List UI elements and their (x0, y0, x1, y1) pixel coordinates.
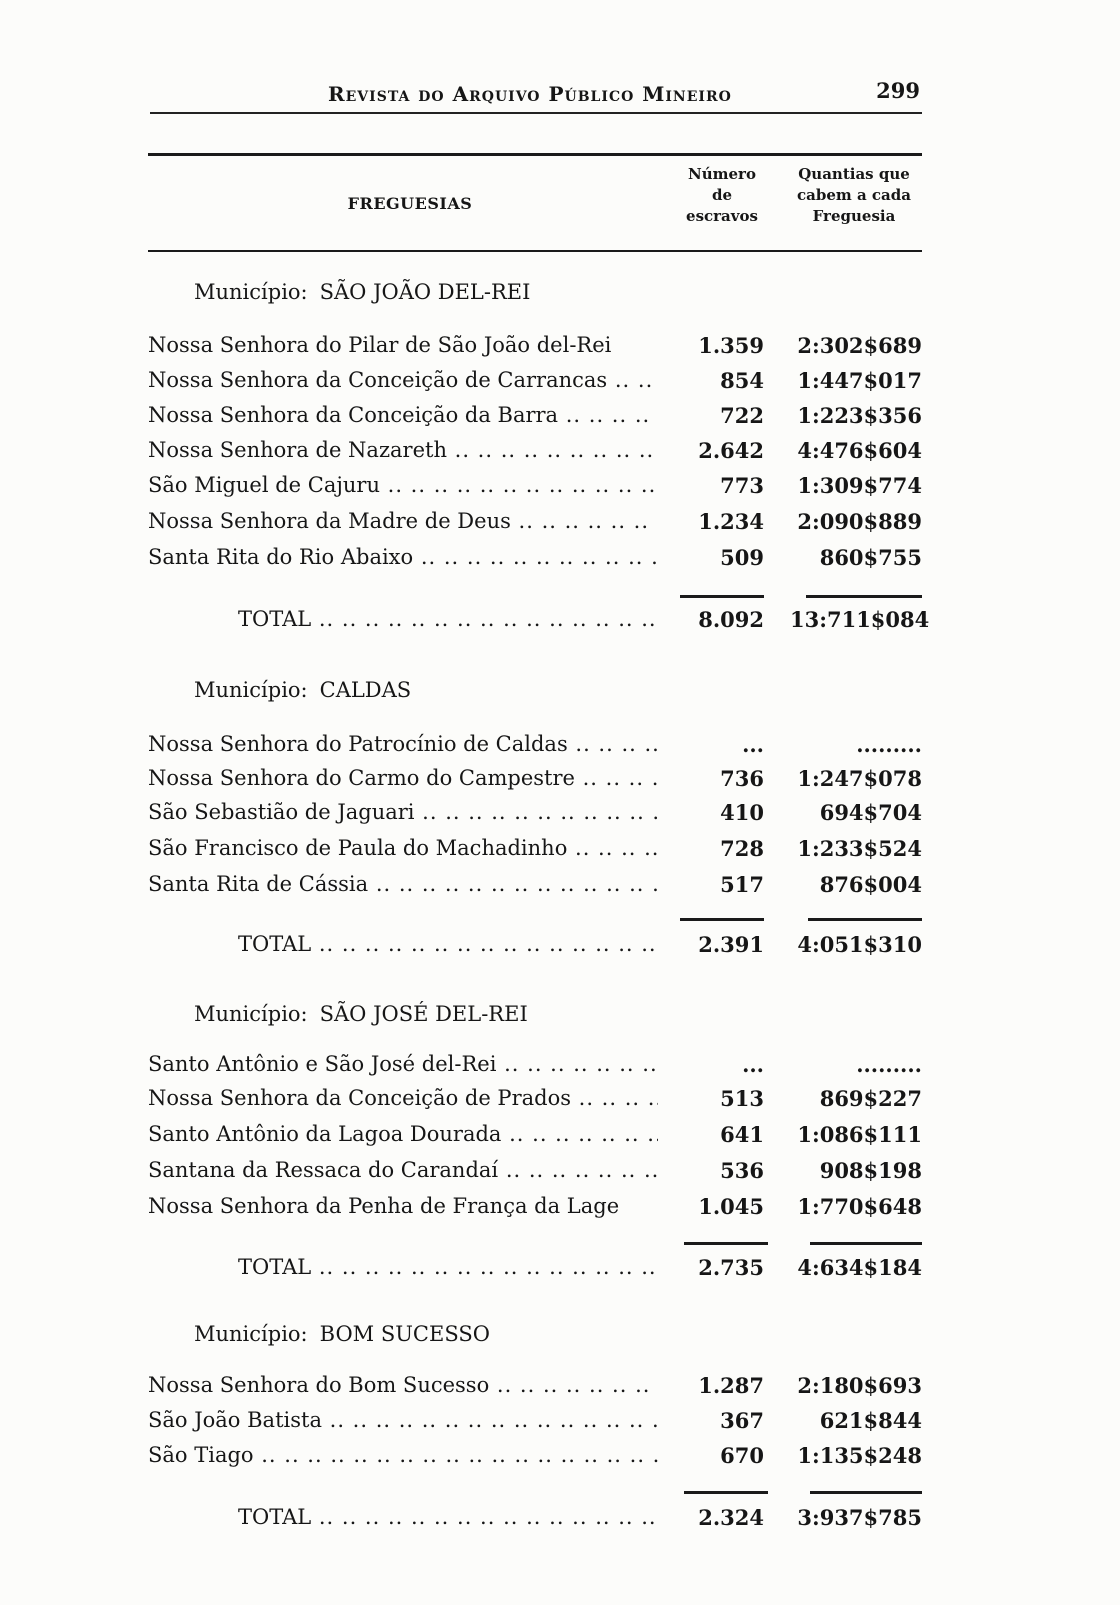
table-row (148, 1443, 922, 1477)
municipality-heading (194, 1322, 490, 1346)
total-slaves: 2.391 (698, 932, 764, 957)
parish-amount: 2:180$693 (797, 1373, 922, 1398)
slave-count: 1.287 (698, 1373, 764, 1398)
municipality-label: Município: (194, 1322, 308, 1346)
municipality-heading (194, 280, 530, 304)
subtotal-rule (684, 1242, 768, 1245)
parish-name: São Sebastião de Jaguari .. .. (148, 800, 658, 824)
table-row (148, 545, 922, 579)
parish-name: Santo Antônio da Lagoa Dourada .. .. (148, 1122, 658, 1146)
total-label: TOTAL .. .. (238, 932, 658, 956)
total-row (148, 607, 930, 641)
table-row (148, 473, 922, 507)
running-header (150, 72, 922, 114)
table-row (148, 732, 922, 766)
subtotal-rule (684, 1491, 768, 1494)
slave-count: 1.045 (698, 1194, 764, 1219)
parish-amount: 1:233$524 (797, 836, 922, 861)
table-row (148, 872, 922, 906)
total-amount: 13:711$084 (790, 607, 930, 632)
parish-name: São Francisco de Paula do Machadinho .. .. (148, 836, 658, 860)
slave-count: 1.359 (698, 333, 764, 358)
subtotal-rule (810, 1491, 922, 1494)
total-row (148, 1255, 922, 1289)
slave-count: ... (742, 732, 764, 757)
header-bottom-rule (148, 250, 922, 252)
parish-amount: 1:309$774 (797, 473, 922, 498)
parish-amount: 876$004 (819, 872, 922, 897)
table-row (148, 766, 922, 800)
parish-name: Nossa Senhora do Patrocínio de Caldas .. .. (148, 732, 658, 756)
slave-count: 410 (720, 800, 764, 825)
table-row (148, 1194, 922, 1228)
slave-count: 536 (720, 1158, 764, 1183)
parish-name: São João Batista .. .. (148, 1408, 658, 1432)
table-row (148, 1086, 922, 1120)
slave-count: 517 (720, 872, 764, 897)
table-row (148, 800, 922, 834)
slave-count: 854 (720, 368, 764, 393)
subtotal-rule (808, 918, 922, 921)
municipality-label: Município: (194, 1002, 308, 1026)
table-row (148, 509, 922, 543)
subtotal-rule (680, 918, 764, 921)
parish-name: Nossa Senhora do Bom Sucesso .. .. (148, 1373, 658, 1397)
table-row (148, 333, 922, 367)
parish-amount: 2:090$889 (797, 509, 922, 534)
slave-count: 641 (720, 1122, 764, 1147)
page-number: 299 (876, 78, 920, 103)
slave-count: 670 (720, 1443, 764, 1468)
parish-amount: 860$755 (819, 545, 922, 570)
parish-name: Santana da Ressaca do Carandaí .. .. (148, 1158, 658, 1182)
subtotal-rule (810, 1242, 922, 1245)
slave-count: 722 (720, 403, 764, 428)
total-label: TOTAL .. .. (238, 1255, 658, 1279)
total-slaves: 2.324 (698, 1505, 764, 1530)
parish-name: Santo Antônio e São José del-Rei .. .. (148, 1052, 658, 1076)
slave-count: 367 (720, 1408, 764, 1433)
municipality-name: BOM SUCESSO (319, 1322, 490, 1346)
parish-name: Nossa Senhora da Conceição de Carrancas .. .. (148, 368, 658, 392)
slave-count: 736 (720, 766, 764, 791)
parish-amount: 908$198 (819, 1158, 922, 1183)
parish-name: Nossa Senhora da Conceição de Prados .. .. (148, 1086, 658, 1110)
municipality-name: CALDAS (319, 678, 412, 702)
table-row (148, 1052, 922, 1086)
municipality-label: Município: (194, 280, 308, 304)
parish-amount: 1:247$078 (797, 766, 922, 791)
municipality-heading (194, 678, 411, 702)
table-row (148, 403, 922, 437)
parish-amount: 869$227 (819, 1086, 922, 1111)
column-header-amounts (784, 164, 924, 227)
parish-name: Nossa Senhora da Madre de Deus .. .. (148, 509, 658, 533)
column-header-parishes: FREGUESIAS (347, 194, 473, 213)
parish-amount: 1:135$248 (797, 1443, 922, 1468)
total-amount: 4:051$310 (797, 932, 922, 957)
municipality-name: SÃO JOÃO DEL-REI (319, 280, 531, 304)
municipality-name: SÃO JOSÉ DEL-REI (319, 1002, 528, 1026)
parish-name: Santa Rita do Rio Abaixo .. .. (148, 545, 658, 569)
column-header-slaves-line: escravos (686, 207, 758, 225)
table-row (148, 1408, 922, 1442)
parish-name: Nossa Senhora da Conceição da Barra .. .. (148, 403, 658, 427)
parish-amount: ......... (856, 732, 922, 757)
total-row (148, 932, 922, 966)
column-header-amounts-line: Freguesia (812, 207, 896, 225)
parish-amount: 1:770$648 (797, 1194, 922, 1219)
parish-amount: 1:223$356 (797, 403, 922, 428)
total-slaves: 8.092 (698, 607, 764, 632)
parish-name: São Tiago .. .. (148, 1443, 658, 1467)
table-row (148, 1122, 922, 1156)
parish-name: Nossa Senhora de Nazareth .. .. (148, 438, 658, 462)
table-row (148, 1158, 922, 1192)
column-header-amounts-line: Quantias que (798, 165, 910, 183)
column-header-slaves (672, 164, 772, 227)
table-row (148, 368, 922, 402)
table-row (148, 836, 922, 870)
slave-count: 773 (720, 473, 764, 498)
parish-amount: 1:086$111 (797, 1122, 922, 1147)
column-header-amounts-line: cabem a cada (797, 186, 911, 204)
slave-count: 1.234 (698, 509, 764, 534)
table-row (148, 438, 922, 472)
slave-count: 509 (720, 545, 764, 570)
parish-amount: 2:302$689 (797, 333, 922, 358)
municipality-label: Município: (194, 678, 308, 702)
column-header-slaves-line: Número (688, 165, 756, 183)
parish-name: Nossa Senhora do Carmo do Campestre .. .. (148, 766, 658, 790)
slave-count: 728 (720, 836, 764, 861)
subtotal-rule (806, 595, 922, 598)
table-row (148, 1373, 922, 1407)
slave-count: 513 (720, 1086, 764, 1111)
column-header-slaves-line: de (711, 186, 733, 204)
total-label: TOTAL .. .. (238, 607, 658, 631)
slave-count: ... (742, 1052, 764, 1077)
journal-title: Revista do Arquivo Público Mineiro (328, 82, 732, 106)
parish-amount: 694$704 (819, 800, 922, 825)
subtotal-rule (680, 595, 764, 598)
table-top-rule (148, 153, 922, 156)
total-slaves: 2.735 (698, 1255, 764, 1280)
municipality-heading (194, 1002, 528, 1026)
parish-amount: ......... (856, 1052, 922, 1077)
parish-amount: 621$844 (819, 1408, 922, 1433)
parish-amount: 4:476$604 (797, 438, 922, 463)
parish-name: Santa Rita de Cássia .. .. (148, 872, 658, 896)
total-amount: 4:634$184 (797, 1255, 922, 1280)
parish-amount: 1:447$017 (797, 368, 922, 393)
parish-name: Nossa Senhora do Pilar de São João del-Rei (148, 333, 612, 357)
total-label: TOTAL .. .. (238, 1505, 658, 1529)
slave-count: 2.642 (698, 438, 764, 463)
parish-name: Nossa Senhora da Penha de França da Lage (148, 1194, 620, 1218)
total-row (148, 1505, 922, 1539)
parish-name: São Miguel de Cajuru .. .. (148, 473, 658, 497)
total-amount: 3:937$785 (797, 1505, 922, 1530)
